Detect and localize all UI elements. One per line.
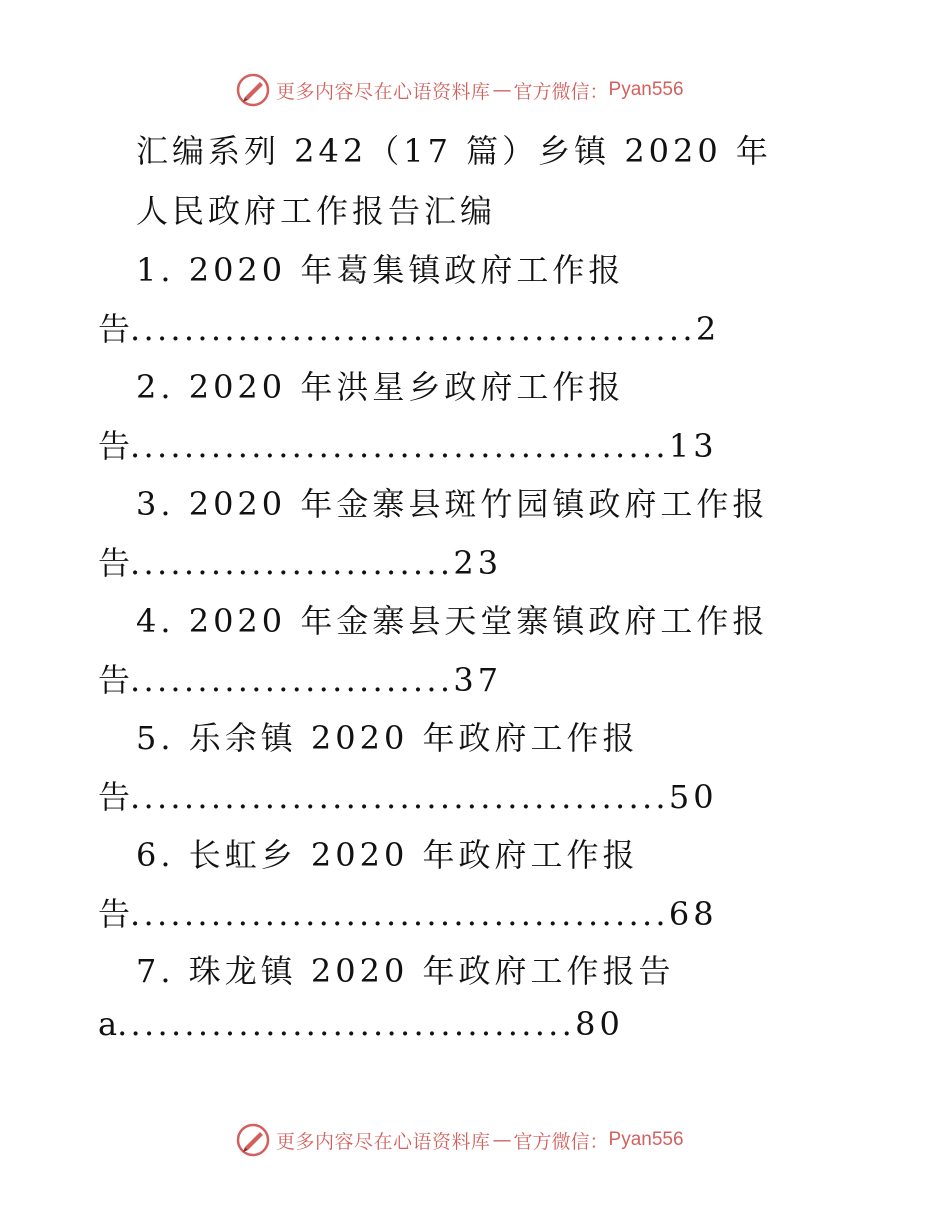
toc-dot-leader: ........................................ [130,778,669,816]
toc-entry-leader [98,772,718,818]
pen-logo-icon [236,1123,270,1157]
toc-entry-title: 2. 2020 年洪星乡政府工作报 [136,368,625,406]
footer-watermark [236,1122,684,1158]
toc-entry-lead: 告 [98,661,131,699]
watermark-label: 官方微信： [513,80,609,103]
watermark-dash: — [492,79,512,101]
header-watermark [236,72,684,108]
toc-page-number: 13 [668,427,718,465]
toc-page-number: 2 [695,310,721,348]
toc-dot-leader: .................................. [117,1005,576,1043]
watermark-id: Pyan556 [608,1129,684,1150]
toc-entry-title: 6. 长虹乡 2020 年政府工作报 [136,836,639,874]
watermark-id: Pyan556 [608,79,684,100]
toc-entry-leader [98,304,720,350]
toc-entry-title: 1. 2020 年葛集镇政府工作报 [136,251,625,289]
document-title-line-2: 人民政府工作报告汇编 [136,192,497,230]
toc-dot-leader: .......................................... [130,310,696,348]
toc-dot-leader: ........................................ [130,895,669,933]
toc-entry-leader [98,889,718,935]
toc-page-number: 37 [453,661,503,699]
toc-dot-leader: ........................................ [130,427,669,465]
pen-logo-icon [236,73,270,107]
toc-page-number: 80 [575,1005,624,1043]
toc-entry-title: 3. 2020 年金寨县斑竹园镇政府工作报 [136,485,769,523]
toc-entry-leader [98,421,718,467]
toc-entry-title: 5. 乐余镇 2020 年政府工作报 [136,719,639,757]
toc-entry-lead: 告 [98,544,131,582]
toc-entry-title: 7. 珠龙镇 2020 年政府工作报告 [136,952,675,990]
watermark-label: 官方微信： [513,1130,609,1153]
watermark-text: 更多内容尽在心语资料库 [276,80,491,103]
toc-page-number: 23 [453,544,503,582]
toc-entry-lead: a [98,1005,118,1043]
toc-page-number: 50 [668,778,718,816]
toc-entry-lead: 告 [98,778,131,816]
toc-entry-title: 4. 2020 年金寨县天堂寨镇政府工作报 [136,602,769,640]
toc-entry-leader [98,1005,624,1043]
toc-entry-leader [98,655,502,701]
toc-entry-leader [98,538,502,584]
watermark-text: 更多内容尽在心语资料库 [276,1130,491,1153]
toc-entry-lead: 告 [98,895,131,933]
watermark-dash: — [492,1129,512,1151]
toc-page-number: 68 [668,895,718,933]
document-title-line-1: 汇编系列 242（17 篇）乡镇 2020 年 [136,132,772,170]
toc-entry-lead: 告 [98,427,131,465]
toc-entry-lead: 告 [98,310,131,348]
toc-dot-leader: ........................ [130,661,454,699]
toc-dot-leader: ........................ [130,544,454,582]
